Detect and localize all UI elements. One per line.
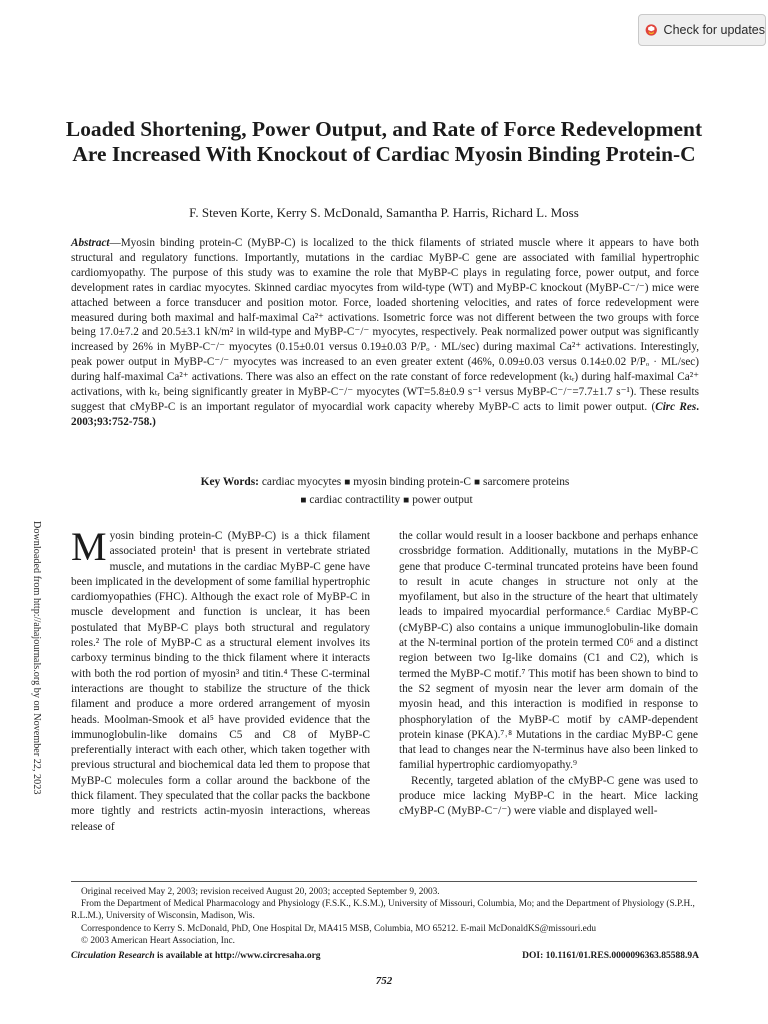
body-paragraph-text: yosin binding protein-C (MyBP-C) is a thick filament associated protein¹ that is present in vertebrate striated muscle, and mutations in the cardiac MyBP-C gene have been implicated in the development of some familial hypertrophic cardiomyopathies (FHC). Although the exact role of MyBP-C in muscle development and function is unclear, it has been postulated that MyBP-C plays both structural and regulatory roles.² The role of MyBP-C as a structural element involves its carboxy terminus binding to the thick filament where it interacts with both the rod portion of myosin³ and titin.⁴ These C-terminal interactions are thought to stabilize the structure of the thick filament and produce a more ordered arrangement of myosin heads. Moolman-Smook et al⁵ have provided evidence that the immunoglobulin-like domains C5 and C8 of MyBP-C preferentially interact with each other, which taken together with previous structural and biochemical data led them to propose that MyBP-C molecules form a collar around the backbone of the thick filament. They speculated that the collar packs the backbone more tightly and restricts actin-myosin interactions, whereas release of	[71, 530, 370, 833]
abstract-citation-tail: . 2003;93:752-758.	[71, 400, 700, 428]
download-notice	[30, 521, 42, 861]
page-number: 752	[375, 975, 393, 987]
footnote-received: Original received May 2, 2003; revision received August 20, 2003; accepted September 9, 2003.	[81, 887, 440, 897]
square-bullet-icon: ■	[300, 494, 307, 506]
article-title: Loaded Shortening, Power Output, and Rate of Force Redevelopment Are Increased With Knockout of Cardiac Myosin Binding Protein-C	[65, 117, 703, 166]
abstract-label: Abstract	[71, 237, 110, 249]
body-paragraph: Recently, targeted ablation of the cMyBP-C gene was used to produce mice lacking MyBP-C in the heart. Mice lacking cMyBP-C (MyBP-C⁻/⁻) were viable and displayed well-	[399, 774, 698, 818]
keyword: sarcomere proteins	[483, 476, 570, 488]
download-notice-text: Downloaded from http://ahajournals.org by on November 22, 2023	[31, 521, 42, 795]
journal-availability	[71, 951, 321, 961]
keyword: cardiac contractility	[309, 493, 401, 506]
journal-footer	[71, 951, 699, 961]
body-column-left	[71, 524, 370, 835]
body-column-right	[399, 529, 698, 820]
keyword: myosin binding protein-C	[353, 476, 471, 488]
author-list: F. Steven Korte, Kerry S. McDonald, Samantha P. Harris, Richard L. Moss	[189, 205, 579, 220]
body-paragraph: the collar would result in a looser backbone and perhaps enhance crossbridge formation. Additionally, mutations in the MyBP-C gene that produce C-terminal truncated proteins have been found to result in acute changes in structure not only at the myofilament, but also in the structure of the heart that ultimately leads to impaired myocardial performance.⁶ Cardiac MyBP-C (cMyBP-C) also contains a unique immunoglobulin-like domain at the N-terminal portion of the protein termed C0⁶ and a distinct region between two Ig-like domains (C1 and C2), which is termed the MyBP-C motif.⁷ This motif has been shown to bind to the S2 segment of myosin near the lever arm domain of the myosin head, and this interaction is modified in response to phosphorylation of the MyBP-C motif by cAMP-dependent protein kinase (PKA).⁷˒⁸ Mutations in the cardiac MyBP-C gene that lead to changes near the N-terminus have also been linked to familial hypertrophic cardiomyopathy.⁹	[399, 530, 698, 772]
footnotes	[71, 886, 701, 947]
footnote-correspondence: Correspondence to Kerry S. McDonald, PhD, One Hospital Dr, MA415 MSB, Columbia, MO 65212. E-mail McDonaldKS@missouri.edu	[81, 923, 597, 934]
abstract-citation-journal: Circ Res	[655, 400, 697, 413]
crossmark-icon	[645, 20, 658, 40]
key-words-label: Key Words:	[200, 476, 259, 488]
check-for-updates-button[interactable]	[638, 14, 766, 46]
doi[interactable]: DOI: 10.1161/01.RES.0000096363.85588.9A	[522, 951, 699, 961]
abstract-body: —Myosin binding protein-C (MyBP-C) is localized to the thick filaments of striated muscle where it appears to have both structural and regulatory functions. Importantly, mutations in the cardiac MyBP-C gene are associated with familial hypertrophic cardiomyopathy. The purpose of this study was to examine the role that MyBP-C plays in regulating force, power output, and force development rates in cardiac myocytes. Skinned cardiac myocytes from wild-type (WT) and MyBP-C knockout (MyBP-C⁻/⁻) mice were attached between a force transducer and position motor. Force, loaded shortening velocities, and rates of force redevelopment were measured during both maximal and half-maximal Ca²⁺ activations. Isometric force was not different between the two groups with force being 17.0±7.2 and 20.5±3.1 kN/m² in wild-type and MyBP-C⁻/⁻ myocytes, respectively. Peak normalized power output was significantly increased by 26% in MyBP-C⁻/⁻ myocytes (0.15±0.01 versus 0.19±0.03 P/Pₒ · ML/sec) during maximal Ca²⁺ activations. Interestingly, peak power output in MyBP-C⁻/⁻ myocytes was increased to an even greater extent (46%, 0.09±0.03 versus 0.14±0.02 P/Pₒ · ML/sec) during half-maximal Ca²⁺ activations. There was also an effect on the rate constant of force redevelopment (kₜᵣ) during half-maximal Ca²⁺ activations, with kₜᵣ being significantly greater in MyBP-C⁻/⁻ myocytes (WT=5.8±0.9 s⁻¹ versus MyBP-C⁻/⁻=7.7±1.7 s⁻¹). These results suggest that cMyBP-C is an important regulator of myocardial work capacity whereby MyBP-C acts to limit power output. (	[71, 237, 699, 413]
check-for-updates-label: Check for updates	[663, 23, 765, 37]
abstract-citation-close: )	[152, 415, 156, 428]
body-paragraph	[71, 524, 370, 835]
abstract	[71, 236, 699, 430]
drop-cap: M	[71, 524, 107, 569]
square-bullet-icon: ■	[473, 477, 481, 488]
square-bullet-icon: ■	[344, 477, 351, 488]
footnote-copyright: © 2003 American Heart Association, Inc.	[81, 935, 235, 946]
journal-name: Circulation Research	[71, 951, 155, 961]
footnote-divider	[71, 881, 697, 882]
footnote-affiliation: From the Department of Medical Pharmacology and Physiology (F.S.K., K.S.M.), University of Missouri, Columbia, Mo; and the Department of Physiology (S.P.H., R.L.M.), University of Wisconsin, Madison, Wis.	[71, 899, 695, 922]
keyword: cardiac myocytes	[261, 476, 342, 488]
journal-url[interactable]: is available at http://www.circresaha.org	[154, 951, 321, 961]
square-bullet-icon: ■	[403, 494, 410, 506]
key-words	[80, 474, 690, 509]
keyword: power output	[412, 493, 473, 506]
